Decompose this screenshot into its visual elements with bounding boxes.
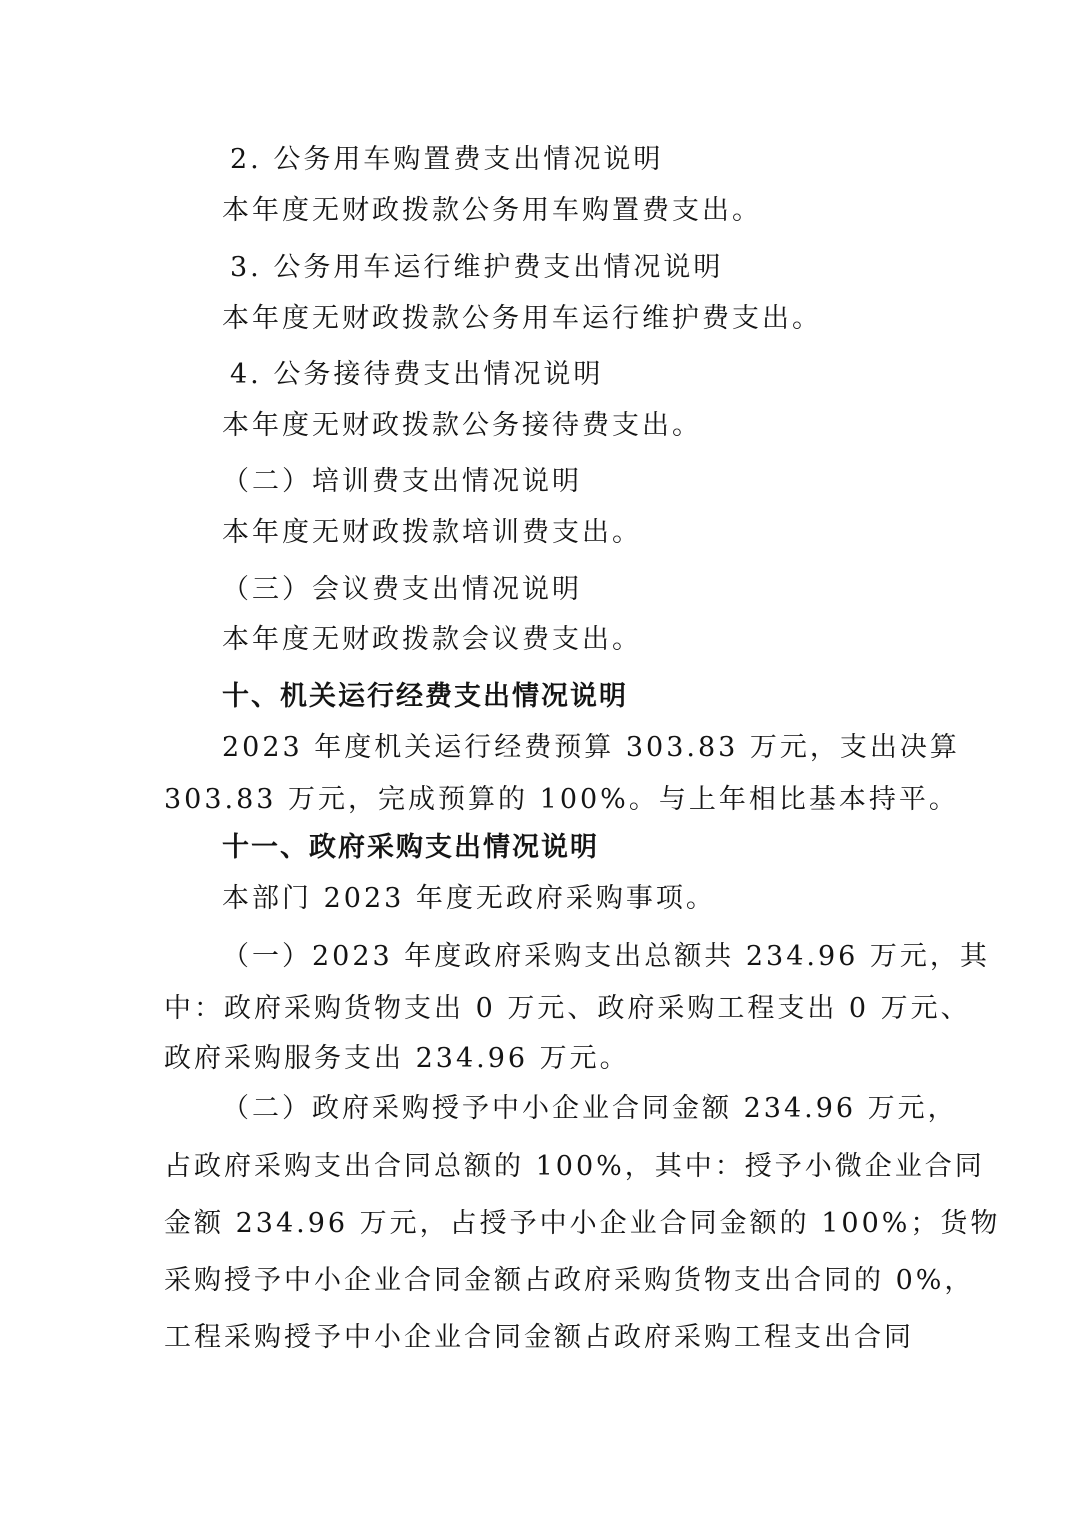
paragraph-vehicle-maintenance: 本年度无财政拨款公务用车运行维护费支出。	[222, 303, 822, 334]
paragraph-reception: 本年度无财政拨款公务接待费支出。	[222, 410, 702, 441]
paragraph-procurement-total-line-2: 中：政府采购货物支出 0 万元、政府采购工程支出 0 万元、	[164, 993, 971, 1024]
subheading-reception: 4. 公务接待费支出情况说明	[230, 359, 604, 390]
paragraph-vehicle-purchase: 本年度无财政拨款公务用车购置费支出。	[222, 195, 762, 226]
paragraph-sme-contracts-line-3: 金额 234.96 万元，占授予中小企业合同金额的 100%；货物	[164, 1208, 1001, 1239]
section-heading-operating-expenses: 十、机关运行经费支出情况说明	[222, 681, 628, 712]
paragraph-procurement-total-line-3: 政府采购服务支出 234.96 万元。	[164, 1043, 630, 1074]
paragraph-operating-expenses-line-2: 303.83 万元，完成预算的 100%。与上年相比基本持平。	[164, 784, 959, 815]
paragraph-operating-expenses-line-1: 2023 年度机关运行经费预算 303.83 万元，支出决算	[222, 732, 960, 763]
paragraph-sme-contracts-line-2: 占政府采购支出合同总额的 100%，其中：授予小微企业合同	[164, 1151, 985, 1182]
section-heading-procurement: 十一、政府采购支出情况说明	[222, 832, 599, 863]
subheading-vehicle-purchase: 2. 公务用车购置费支出情况说明	[230, 144, 664, 175]
paragraph-procurement-intro: 本部门 2023 年度无政府采购事项。	[222, 883, 716, 914]
paragraph-training: 本年度无财政拨款培训费支出。	[222, 517, 642, 548]
paragraph-procurement-total-line-1: （一）2023 年度政府采购支出总额共 234.96 万元，其	[222, 941, 990, 972]
paragraph-sme-contracts-line-1: （二）政府采购授予中小企业合同金额 234.96 万元，	[222, 1093, 958, 1124]
paragraph-meeting: 本年度无财政拨款会议费支出。	[222, 624, 642, 655]
paragraph-sme-contracts-line-4: 采购授予中小企业合同金额占政府采购货物支出合同的 0%，	[164, 1265, 975, 1296]
paragraph-sme-contracts-line-5: 工程采购授予中小企业合同金额占政府采购工程支出合同	[164, 1322, 914, 1353]
subheading-training: （二）培训费支出情况说明	[222, 466, 582, 497]
subheading-meeting: （三）会议费支出情况说明	[222, 574, 582, 605]
subheading-vehicle-maintenance: 3. 公务用车运行维护费支出情况说明	[230, 252, 724, 283]
